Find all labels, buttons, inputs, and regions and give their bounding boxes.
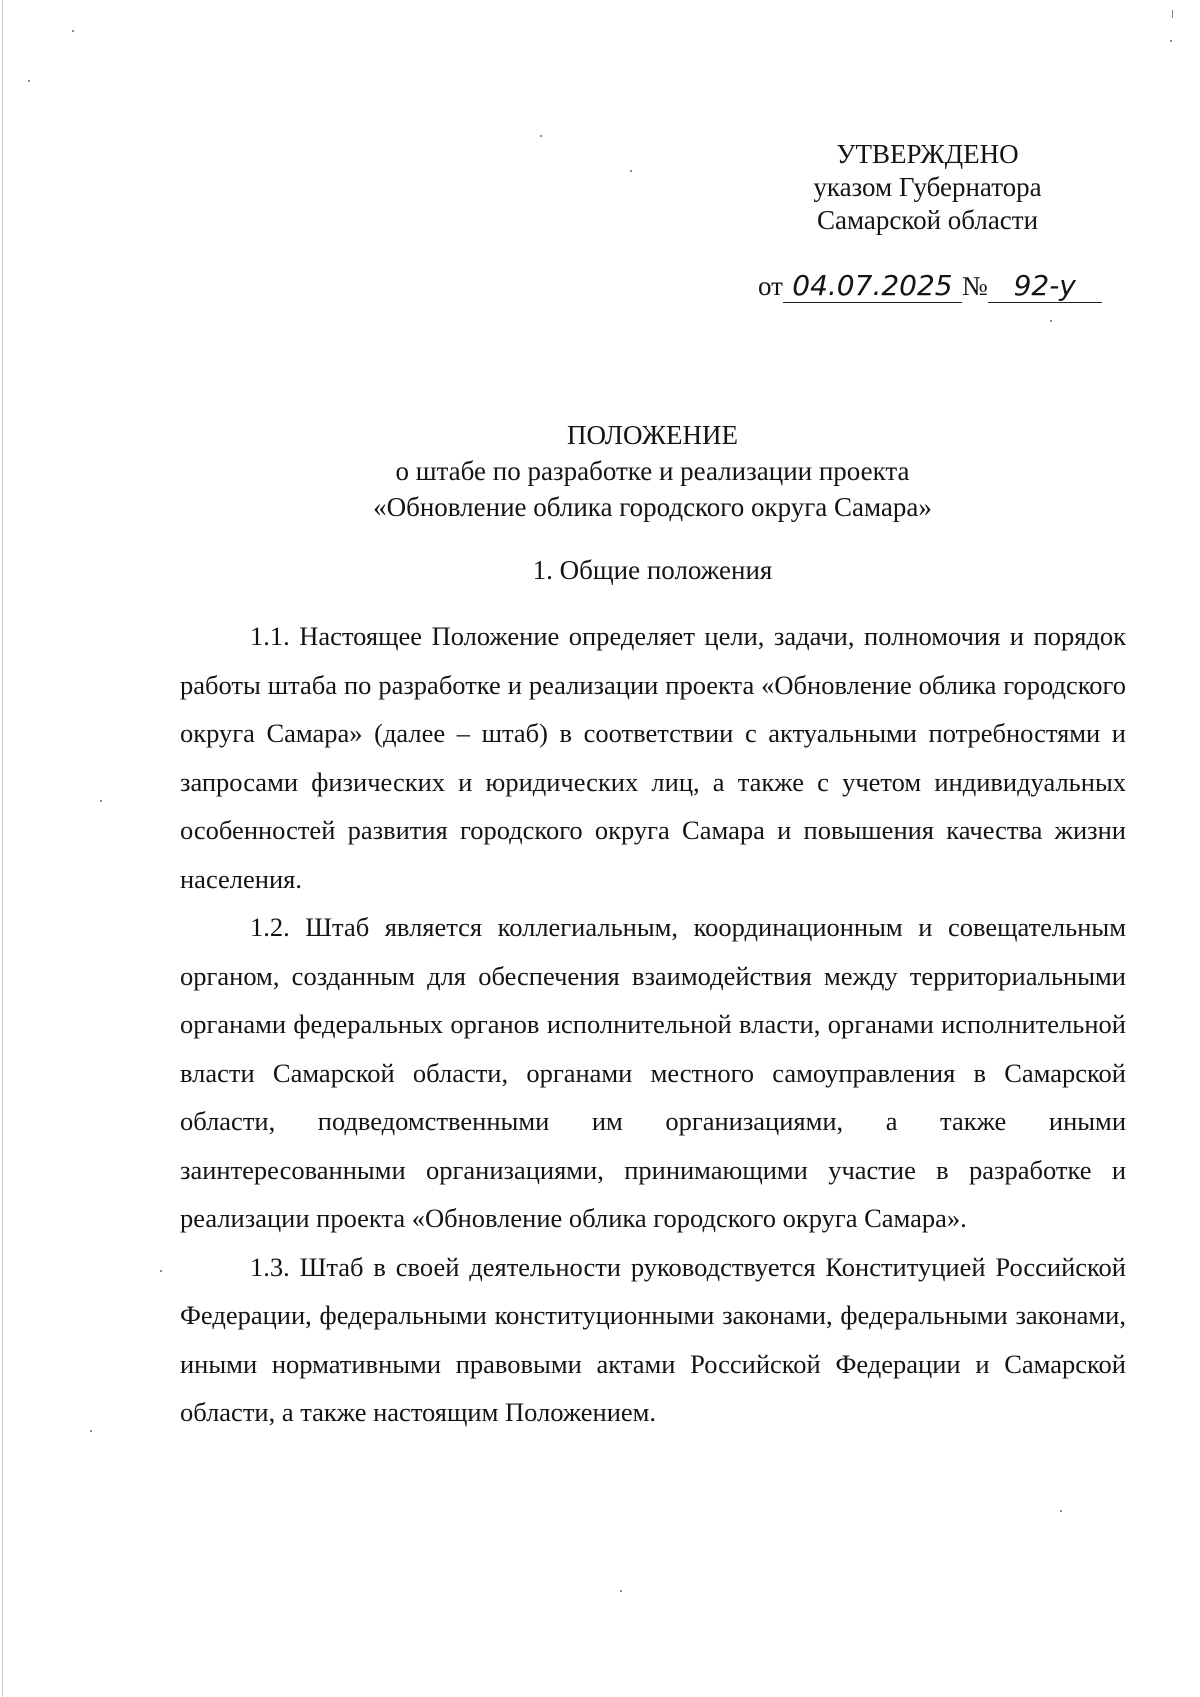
scan-speck	[100, 800, 102, 802]
paragraph-1-2: 1.2. Штаб является коллегиальным, координационным и совещательным органом, созданным для обеспечения взаимодействия между территориальными органами федеральных органов исполнительной власти, органами исполнительной власти Самарской области, органами местного самоуправления в Самарской области, подведомственными им организациями, а также иными заинтересованными организациями, принимающими участие в разработке и реализации проекта «Обновление облика городского округа Самара».	[180, 912, 1126, 1233]
document-subtitle-1: о штабе по разработке и реализации проекта	[395, 456, 910, 486]
scan-speck	[1060, 1510, 1062, 1512]
section-body	[180, 612, 1126, 1437]
scan-speck	[160, 1270, 162, 1272]
scan-speck	[72, 30, 74, 32]
handwritten-number: 92-у	[988, 270, 1102, 303]
scan-speck	[28, 80, 30, 82]
scan-speck	[1050, 320, 1052, 322]
approval-decree-line: указом Губернатора	[813, 172, 1042, 202]
paragraph-1-3: 1.3. Штаб в своей деятельности руководствуется Конституцией Российской Федерации, федеральными конституционными законами, федеральными законами, иными нормативными правовыми актами Российской Федерации и Самарской области, а также настоящим Положением.	[180, 1251, 1126, 1427]
number-symbol: №	[961, 271, 988, 301]
approval-block	[760, 138, 1095, 237]
date-prefix: от	[758, 271, 783, 301]
section-heading: 1. Общие положения	[532, 555, 773, 585]
scan-edge-mark	[1172, 10, 1173, 18]
document-subtitle-2: «Обновление облика городского округа Самара»	[373, 492, 932, 522]
scan-speck	[90, 1430, 92, 1432]
approval-region-line: Самарской области	[816, 205, 1039, 235]
scan-speck	[1170, 40, 1172, 42]
scan-speck	[540, 135, 542, 137]
approval-title: УТВЕРЖДЕНО	[836, 139, 1019, 169]
decree-date-line	[758, 270, 1102, 303]
scan-edge-line	[2, 0, 3, 1697]
document-title-block	[180, 417, 1125, 525]
handwritten-date: 04.07.2025	[783, 270, 962, 303]
document-title: ПОЛОЖЕНИЕ	[567, 420, 738, 450]
scan-speck	[630, 170, 632, 172]
paragraph-1-1: 1.1. Настоящее Положение определяет цели, задачи, полномочия и порядок работы штаба по разработке и реализации проекта «Обновление облика городского округа Самара» (далее – штаб) в соответствии с актуальными потребностями и запросами физических и юридических лиц, а также с учетом индивидуальных особенностей развития городского округа Самара и повышения качества жизни населения.	[180, 621, 1126, 894]
scan-speck	[620, 1590, 622, 1592]
